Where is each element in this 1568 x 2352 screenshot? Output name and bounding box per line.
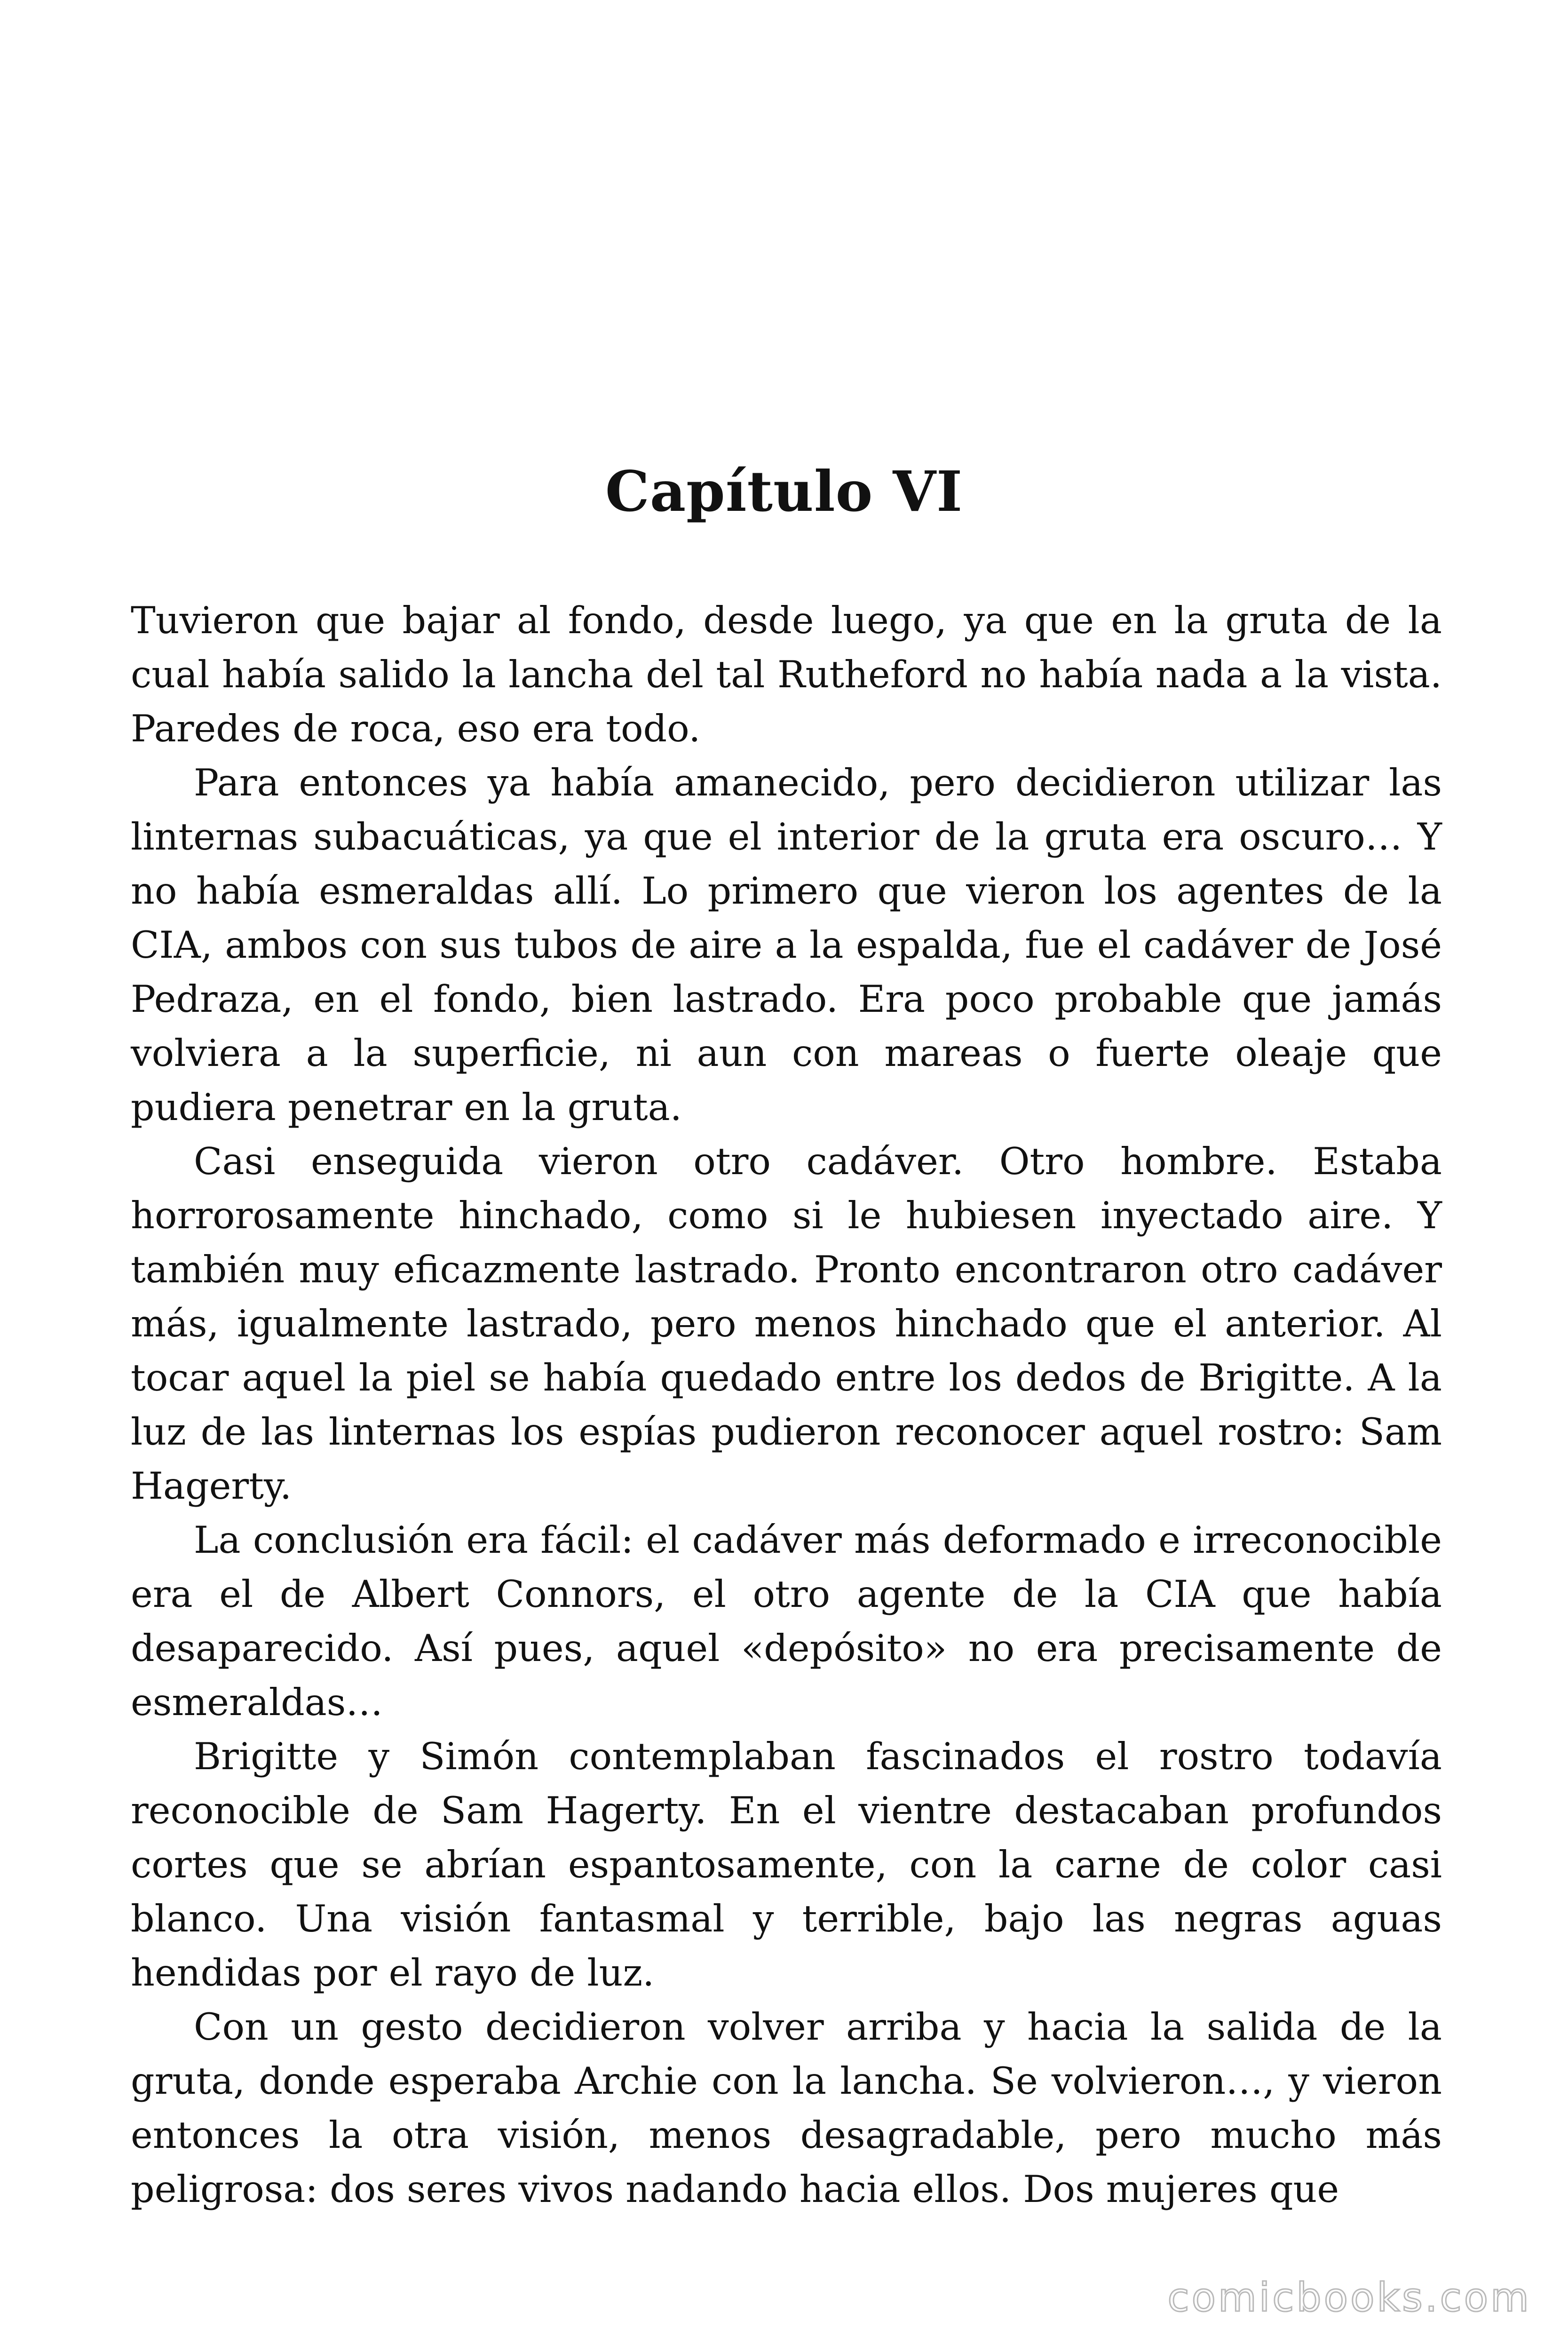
chapter-title: Capítulo VI — [605, 459, 963, 524]
paragraph-2: Para entonces ya había amanecido, pero decidieron utilizar las linternas subacuáticas, ya que el interior de la gruta era oscuro… Y no había esmeraldas allí. Lo primero que vieron los agentes de la CIA, ambos con sus tubos de aire a la espalda, fue el cadáver de José Pedraza, en el fondo, bien lastrado. Era poco probable que jamás volviera a la superficie, ni aun con mareas o fuerte oleaje que pudiera penetrar en la gruta. — [131, 761, 1442, 1129]
paragraph-1: Tuvieron que bajar al fondo, desde luego, ya que en la gruta de la cual había salido la lancha del tal Rutheford no había nada a la vista. Paredes de roca, eso era todo. — [131, 599, 1442, 750]
paragraph-3: Casi enseguida vieron otro cadáver. Otro hombre. Estaba horrorosamente hinchado, como si le hubiesen inyectado aire. Y también muy eficazmente lastrado. Pronto encontraron otro cadáver más, igualmente lastrado, pero menos hinchado que el anterior. Al tocar aquel la piel se había quedado entre los dedos de Brigitte. A la luz de las linternas los espías pudieron reconocer aquel rostro: Sam Hagerty. — [131, 1140, 1442, 1508]
paragraph-6: Con un gesto decidieron volver arriba y hacia la salida de la gruta, donde esperaba Archie con la lancha. Se volvieron…, y vieron entonces la otra visión, menos desagradable, pero mucho más peligrosa: dos seres vivos nadando hacia ellos. Dos mujeres que — [131, 2005, 1442, 2211]
paragraph-5: Brigitte y Simón contemplaban fascinados el rostro todavía reconocible de Sam Hagerty. En el vientre destacaban profundos cortes que se abrían espantosamente, con la carne de color casi blanco. Una visión fantasmal y terrible, bajo las negras aguas hendidas por el rayo de luz. — [131, 1735, 1442, 1994]
watermark: comicbooks.com — [1167, 2274, 1531, 2320]
paragraph-4: La conclusión era fácil: el cadáver más deformado e irreconocible era el de Albert Connors, el otro agente de la CIA que había desaparecido. Así pues, aquel «depósito» no era precisamente de esmeraldas… — [131, 1518, 1442, 1724]
chapter-body — [131, 594, 1442, 2217]
